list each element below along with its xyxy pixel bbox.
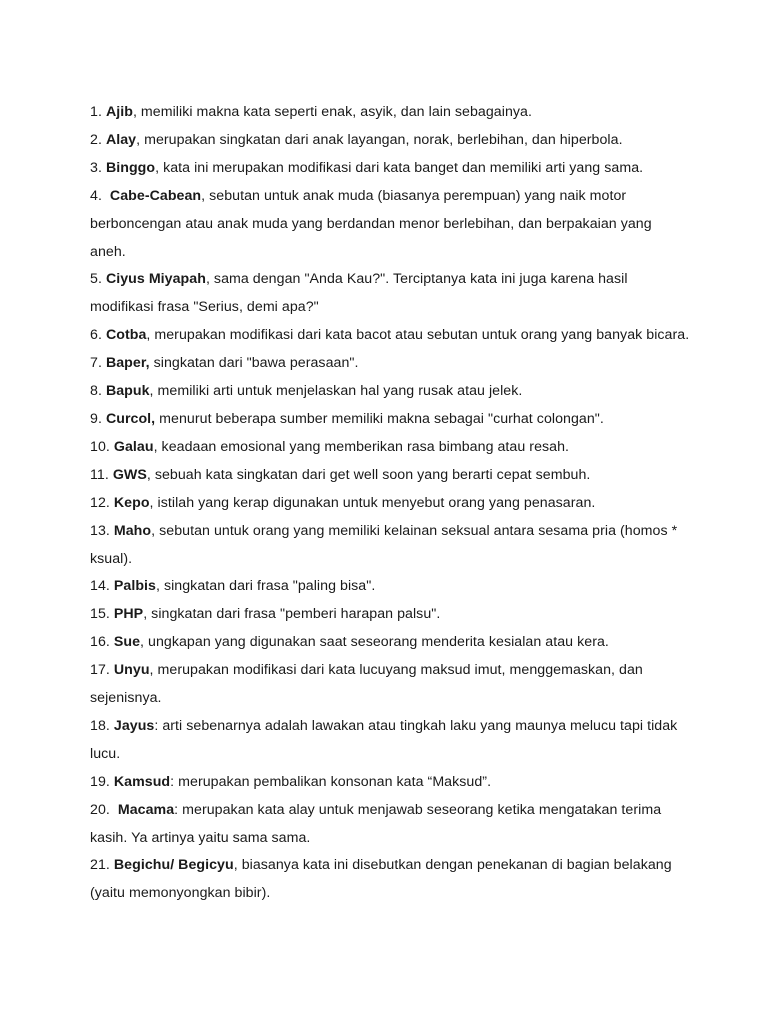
item-number: 14. <box>90 578 114 595</box>
list-item <box>90 629 690 657</box>
item-number: 3. <box>90 159 106 176</box>
item-definition: , keadaan emosional yang memberikan rasa bimbang atau resah. <box>153 438 570 455</box>
item-definition: , kata ini merupakan modifikasi dari kata banget dan memiliki arti yang sama. <box>155 159 644 176</box>
item-definition: , merupakan modifikasi dari kata bacot atau sebutan untuk orang yang banyak bicara. <box>146 327 690 344</box>
list-item <box>90 127 690 155</box>
list-item <box>90 573 690 601</box>
item-term: Cotba <box>105 327 147 344</box>
item-number: 17. <box>90 662 114 679</box>
item-definition: , merupakan modifikasi dari kata lucuyang maksud imut, menggemaskan, dan sejenisnya. <box>90 662 643 707</box>
item-definition: , biasanya kata ini disebutkan dengan penekanan di bagian belakang (yaitu memonyongkan bibir). <box>90 857 672 902</box>
list-item <box>90 350 690 378</box>
item-definition: , sebuah kata singkatan dari get well soon yang berarti cepat sembuh. <box>146 466 591 483</box>
item-number: 7. <box>90 355 106 372</box>
item-term: Bapuk <box>105 383 150 400</box>
item-number: 9. <box>90 410 106 427</box>
item-term: Kepo <box>113 494 150 511</box>
list-item <box>90 713 690 769</box>
list-item <box>90 183 690 267</box>
item-number: 6. <box>90 327 106 344</box>
item-number: 18. <box>90 717 114 734</box>
list-item <box>90 518 690 574</box>
item-definition: singkatan dari "bawa perasaan". <box>149 355 359 372</box>
item-number: 16. <box>90 634 114 651</box>
item-term: Maho <box>113 522 152 539</box>
item-definition: , sebutan untuk orang yang memiliki kelainan seksual antara sesama pria (homos * ksual). <box>90 522 678 567</box>
list-item <box>90 155 690 183</box>
item-number: 4. <box>90 187 110 204</box>
item-number: 15. <box>90 606 114 623</box>
item-number: 8. <box>90 383 106 400</box>
list-item <box>90 657 690 713</box>
item-number: 10. <box>90 438 114 455</box>
item-term: Binggo <box>105 159 156 176</box>
item-definition: : merupakan kata alay untuk menjawab seseorang ketika mengatakan terima kasih. Ya artinya yaitu sama sama. <box>90 801 662 846</box>
item-term: Palbis <box>113 578 156 595</box>
item-definition: , memiliki arti untuk menjelaskan hal yang rusak atau jelek. <box>149 383 523 400</box>
item-number: 13. <box>90 522 114 539</box>
item-definition: : arti sebenarnya adalah lawakan atau tingkah laku yang maunya melucu tapi tidak lucu. <box>90 717 678 762</box>
list-item <box>90 434 690 462</box>
list-item <box>90 378 690 406</box>
slang-term-list <box>90 99 690 908</box>
item-definition: , ungkapan yang digunakan saat seseorang menderita kesialan atau kera. <box>140 634 609 651</box>
item-term: Galau <box>113 438 154 455</box>
item-number: 5. <box>90 271 106 288</box>
item-definition: menurut beberapa sumber memiliki makna sebagai "curhat colongan". <box>155 410 604 427</box>
item-definition: , sama dengan "Anda Kau?". Terciptanya kata ini juga karena hasil modifikasi frasa "Serius, demi apa?" <box>90 271 628 316</box>
item-term: PHP <box>113 606 144 623</box>
item-term: Begichu/ Begicyu <box>113 857 234 874</box>
item-definition: , istilah yang kerap digunakan untuk menyebut orang yang penasaran. <box>149 494 596 511</box>
item-term: Kamsud <box>113 773 171 790</box>
item-number: 12. <box>90 494 114 511</box>
item-number: 19. <box>90 773 114 790</box>
item-term: GWS <box>112 466 147 483</box>
item-definition: , singkatan dari frasa "paling bisa". <box>155 578 376 595</box>
item-term: Cabe-Cabean <box>109 187 202 204</box>
item-term: Ciyus Miyapah <box>105 271 206 288</box>
item-number: 1. <box>90 104 106 120</box>
list-item <box>90 462 690 490</box>
item-number: 11. <box>90 466 113 483</box>
item-definition: , merupakan singkatan dari anak layangan, norak, berlebihan, dan hiperbola. <box>136 131 623 148</box>
item-number: 2. <box>90 131 106 148</box>
item-term: Sue <box>113 634 141 651</box>
item-number: 21. <box>90 857 114 874</box>
list-item <box>90 852 690 908</box>
list-item <box>90 490 690 518</box>
list-item <box>90 406 690 434</box>
list-item <box>90 769 690 797</box>
item-definition: , sebutan untuk anak muda (biasanya perempuan) yang naik motor berboncengan atau anak muda yang berdandan menor berlebihan, dan berpakaian yang aneh. <box>90 187 652 260</box>
item-term: Macama <box>117 801 175 818</box>
list-item <box>90 797 690 853</box>
item-number: 20. <box>90 801 118 818</box>
item-term: Jayus <box>113 717 155 734</box>
list-item <box>90 601 690 629</box>
item-definition: : merupakan pembalikan konsonan kata “Maksud”. <box>170 773 492 790</box>
list-item <box>90 322 690 350</box>
list-item <box>90 266 690 322</box>
item-term: Curcol, <box>105 410 156 427</box>
item-definition: , singkatan dari frasa "pemberi harapan palsu". <box>143 606 441 623</box>
item-term: Ajib <box>105 104 133 120</box>
item-term: Unyu <box>113 662 150 679</box>
item-definition: , memiliki makna kata seperti enak, asyik, dan lain sebagainya. <box>132 104 532 120</box>
item-term: Baper, <box>105 355 150 372</box>
list-item <box>90 99 690 127</box>
item-term: Alay <box>105 131 137 148</box>
